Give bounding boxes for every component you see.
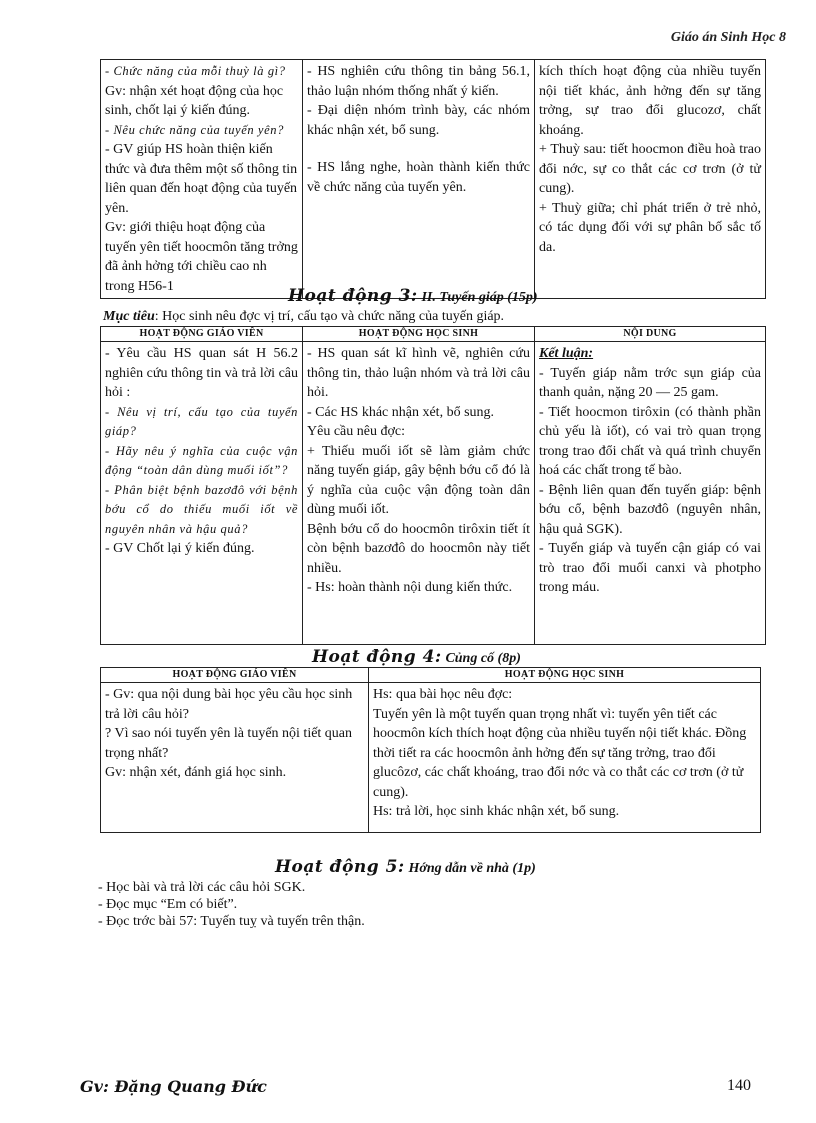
header-student-activity: HOẠT ĐỘNG HỌC SINH bbox=[369, 668, 761, 683]
table-tuyen-giap bbox=[100, 326, 766, 645]
teacher-question: - Hãy nêu ý nghĩa của cuộc vận động “toàn dân dùng muối iốt”? bbox=[105, 443, 298, 477]
activity3-title: Hoạt động 3: bbox=[288, 286, 418, 306]
header-student-activity: HOẠT ĐỘNG HỌC SINH bbox=[303, 327, 535, 342]
table1-content-cell bbox=[535, 60, 766, 299]
student-text: Tuyến yên là một tuyến quan trọng nhất vì: tuyến yên tiết các hoocmôn kích thích hoạt động của nhiều tuyến nội tiết khác. Đồng thời tiết ra các hoocmôn ảnh hởng đến sự tăng trởng, trao đổi glucôzơ, các chất khoáng, trao đổi nớc và co thắt các cơ trơn (ở tử cung). bbox=[373, 706, 747, 800]
student-text: Bệnh bớu cổ do hoocmôn tirôxin tiết ít còn bệnh bazơđô do hoocmôn này tiết nhiều. bbox=[307, 521, 530, 576]
teacher-question: - Chức năng của mỗi thuỳ là gì? bbox=[105, 64, 286, 78]
activity4-heading bbox=[312, 647, 521, 667]
activity5-title: Hoạt động 5: bbox=[275, 857, 405, 877]
student-text: Yêu cầu nêu đợc: bbox=[307, 424, 405, 439]
activity3-heading bbox=[288, 286, 538, 306]
objective-label: Mục tiêu bbox=[103, 309, 155, 324]
table-tuyen-yen-continued bbox=[100, 59, 766, 299]
page-number: 140 bbox=[727, 1077, 751, 1094]
table2-student-cell bbox=[303, 342, 535, 645]
header-content: NỘI DUNG bbox=[535, 327, 766, 342]
homework-item: - Đọc trớc bài 57: Tuyến tuỵ và tuyến trên thận. bbox=[98, 914, 365, 929]
teacher-question: - Nêu vị trí, cấu tạo của tuyến giáp? bbox=[105, 404, 298, 438]
objective-text: : Học sinh nêu đợc vị trí, cấu tạo và chức năng của tuyến giáp. bbox=[154, 309, 505, 324]
content-text: - Bệnh liên quan đến tuyến giáp: bệnh bớu cổ, bệnh bazơđô (nguyên nhân, hậu quả SGK). bbox=[539, 482, 761, 537]
footer-author: Gv: Đặng Quang Đức bbox=[80, 1077, 267, 1096]
content-text: - Tuyến giáp và tuyến cận giáp có vai trò trao đổi muối canxi và photpho trong máu. bbox=[539, 541, 761, 595]
teacher-question: - Phân biệt bệnh bazơđô với bệnh bớu cổ do thiếu muối iốt về nguyên nhân và hậu quả? bbox=[105, 482, 298, 536]
teacher-text: - Gv: qua nội dung bài học yêu cầu học sinh trả lời câu hỏi? bbox=[105, 687, 353, 722]
student-text: - HS nghiên cứu thông tin bảng 56.1, thảo luận nhóm thống nhất ý kiến. bbox=[307, 64, 530, 99]
table1-teacher-cell bbox=[101, 60, 303, 299]
header-tag: Giáo án Sinh Học 8 bbox=[670, 30, 786, 45]
student-text: - Hs: hoàn thành nội dung kiến thức. bbox=[307, 580, 513, 595]
table2-content-cell bbox=[535, 342, 766, 645]
content-text: - Tiết hoocmon tirôxin (có thành phần chủ yếu là iốt), có vai trò quan trọng trong trao đổi chất và quá trình chuyển hoá các chất trong tế bào. bbox=[539, 404, 761, 478]
table3-teacher-cell bbox=[101, 683, 369, 833]
activity3-objective bbox=[103, 309, 504, 325]
student-text: - Đại diện nhóm trình bày, các nhóm khác nhận xét, bổ sung. bbox=[307, 103, 530, 138]
activity5-heading bbox=[275, 857, 536, 877]
student-text: - HS quan sát kĩ hình vẽ, nghiên cứu thông tin, thảo luận nhóm và trả lời câu hỏi. bbox=[307, 346, 530, 400]
header-teacher-activity: HOẠT ĐỘNG GIÁO VIÊN bbox=[101, 668, 369, 683]
activity3-subtitle: II. Tuyến giáp (15p) bbox=[421, 290, 538, 305]
student-text: Hs: qua bài học nêu đợc: bbox=[373, 687, 513, 702]
table2-teacher-cell bbox=[101, 342, 303, 645]
teacher-text: Gv: nhận xét, đánh giá học sinh. bbox=[105, 765, 287, 780]
header-teacher-activity: HOẠT ĐỘNG GIÁO VIÊN bbox=[101, 327, 303, 342]
content-text: + Thuỳ sau: tiết hoocmon điều hoà trao đổi nớc, sự co thắt các cơ trơn (ở tử cung). bbox=[539, 142, 761, 196]
student-text: + Thiếu muối iốt sẽ làm giảm chức năng tuyến giáp, gây bệnh bớu cổ đó là ý nghĩa của cuộc vận động toàn dân dùng muối iốt. bbox=[307, 443, 530, 517]
content-text: kích thích hoạt động của nhiều tuyến nội tiết khác, ảnh hởng đến sự tăng trởng, sự trao đổi glucozơ, chất khoáng. bbox=[539, 64, 761, 138]
teacher-question: - Nêu chức năng của tuyến yên? bbox=[105, 122, 284, 137]
homework-list bbox=[98, 879, 365, 930]
teacher-text: Gv: giới thiệu hoạt động của tuyến yên tiết hoocmôn tăng trởng đã ảnh hởng tới chiều cao nh trong H56-1 bbox=[105, 220, 298, 294]
homework-item: - Đọc mục “Em có biết”. bbox=[98, 897, 238, 912]
table-cung-co bbox=[100, 667, 761, 833]
student-text: - HS lắng nghe, hoàn thành kiến thức về chức năng của tuyến yên. bbox=[307, 160, 530, 195]
teacher-text: Gv: nhận xét hoạt động của học sinh, chốt lại ý kiến đúng. bbox=[105, 83, 284, 118]
activity4-title: Hoạt động 4: bbox=[312, 647, 442, 667]
activity4-subtitle: Củng cố (8p) bbox=[445, 651, 521, 666]
teacher-text: - GV giúp HS hoàn thiện kiến thức và đưa thêm một số thông tin liên quan đến hoạt động của tuyến yên. bbox=[105, 142, 298, 216]
table3-student-cell bbox=[369, 683, 761, 833]
student-text: - Các HS khác nhận xét, bổ sung. bbox=[307, 404, 495, 420]
teacher-text: - GV Chốt lại ý kiến đúng. bbox=[105, 541, 255, 556]
activity5-subtitle: Hớng dẫn về nhà (1p) bbox=[408, 861, 536, 876]
teacher-text: - Yêu cầu HS quan sát H 56.2 nghiên cứu thông tin và trả lời câu hỏi : bbox=[105, 346, 298, 400]
student-text: Hs: trả lời, học sinh khác nhận xét, bổ sung. bbox=[373, 804, 620, 819]
table1-student-cell bbox=[303, 60, 535, 299]
conclusion-label: Kết luận: bbox=[539, 346, 594, 361]
content-text: - Tuyến giáp nằm trớc sụn giáp của thanh quản, nặng 20 — 25 gam. bbox=[539, 365, 761, 400]
homework-item: - Học bài và trả lời các câu hỏi SGK. bbox=[98, 880, 306, 895]
content-text: + Thuỳ giữa; chỉ phát triển ở trẻ nhỏ, có tác dụng đối với sự phân bố sắc tố da. bbox=[539, 200, 761, 255]
teacher-text: ? Vì sao nói tuyến yên là tuyến nội tiết quan trọng nhất? bbox=[105, 726, 353, 761]
